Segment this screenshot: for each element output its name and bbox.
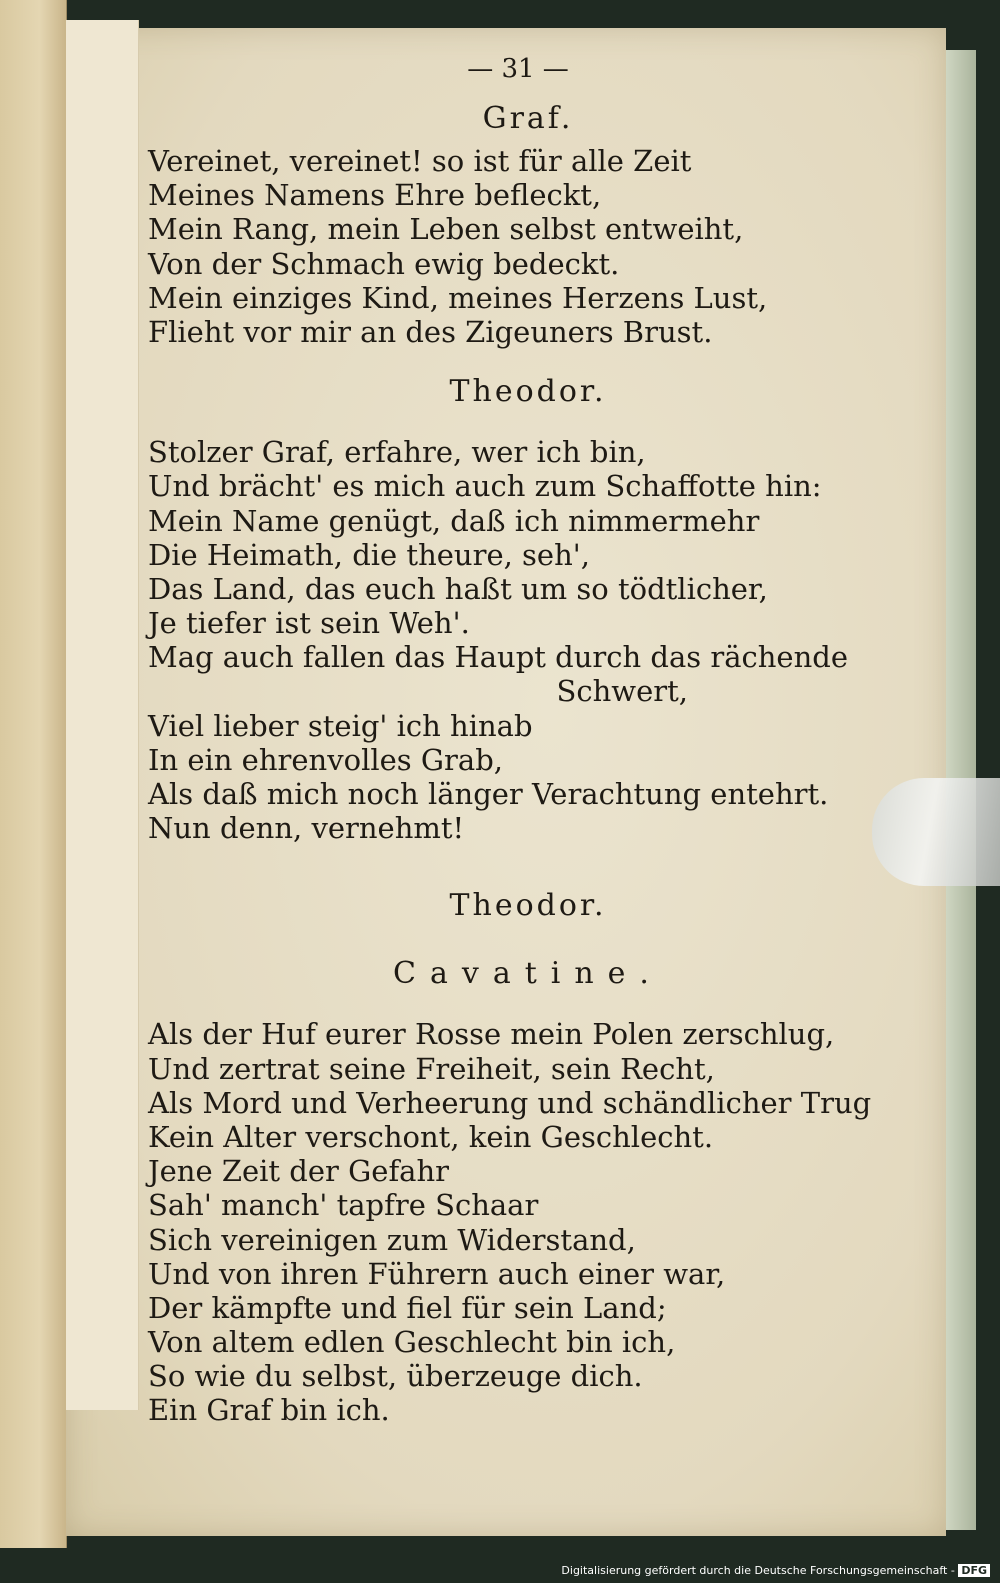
verse-line: Als Mord und Verheerung und schändlicher Trug bbox=[148, 1085, 872, 1120]
verse-line: Kein Alter verschont, kein Geschlecht. bbox=[148, 1119, 714, 1154]
verse-line: In ein ehrenvolles Grab, bbox=[148, 742, 503, 777]
dfg-logo: DFG bbox=[958, 1564, 990, 1577]
verse-line: Als der Huf eurer Rosse mein Polen zerschlug, bbox=[148, 1017, 835, 1052]
verse-line: Flieht vor mir an des Zigeuners Brust. bbox=[148, 314, 713, 349]
verse-line: Und zertrat seine Freiheit, sein Recht, bbox=[148, 1051, 715, 1086]
verse-line: Als daß mich noch länger Verachtung entehrt. bbox=[148, 777, 829, 811]
verse-line: Je tiefer ist sein Weh'. bbox=[148, 606, 470, 641]
verse-line: Mein Rang, mein Leben selbst entweiht, bbox=[148, 212, 744, 247]
verse-line: Und brächt' es mich auch zum Schaffotte hin: bbox=[148, 469, 822, 504]
speaker-heading-graf: Graf. bbox=[482, 101, 574, 136]
verse-line: So wie du selbst, überzeuge dich. bbox=[148, 1359, 643, 1394]
verse-line: Sah' manch' tapfre Schaar bbox=[148, 1188, 539, 1223]
digitization-credit bbox=[561, 1564, 990, 1577]
credit-text: Digitalisierung gefördert durch die Deutsche Forschungsgemeinschaft - bbox=[561, 1564, 955, 1577]
left-page-edge bbox=[0, 0, 67, 1548]
verse-line: Nun denn, vernehmt! bbox=[148, 811, 465, 846]
verse-line: Die Heimath, die theure, seh', bbox=[148, 537, 590, 572]
verse-line: Mein Name genügt, daß ich nimmermehr bbox=[148, 503, 760, 538]
verse-line: Viel lieber steig' ich hinab bbox=[148, 708, 533, 743]
page-number: — 31 — bbox=[467, 54, 569, 84]
verse-line: Jene Zeit der Gefahr bbox=[148, 1154, 450, 1189]
verse-line: Mag auch fallen das Haupt durch das rächende bbox=[148, 640, 848, 675]
verse-line: Das Land, das euch haßt um so tödtlicher, bbox=[148, 571, 768, 606]
verse-line: Und von ihren Führern auch einer war, bbox=[148, 1256, 726, 1291]
verse-line: Der kämpfte und fiel für sein Land; bbox=[148, 1290, 667, 1325]
section-subtitle: Cavatine. bbox=[393, 956, 663, 992]
verse-line: Ein Graf bin ich. bbox=[148, 1393, 390, 1428]
verse-line: Mein einziges Kind, meines Herzens Lust, bbox=[148, 280, 768, 315]
speaker-heading-theodor: Theodor. bbox=[449, 888, 607, 924]
verse-line: Meines Namens Ehre befleckt, bbox=[148, 178, 602, 213]
page-text bbox=[148, 44, 908, 1428]
verse-line: Von der Schmach ewig bedeckt. bbox=[148, 246, 620, 281]
verse-line: Sich vereinigen zum Widerstand, bbox=[148, 1222, 636, 1257]
paper-flap bbox=[66, 20, 139, 1410]
verse-line: Von altem edlen Geschlecht bin ich, bbox=[148, 1325, 676, 1360]
verse-line: Stolzer Graf, erfahre, wer ich bin, bbox=[148, 435, 646, 470]
verse-line: Vereinet, vereinet! so ist für alle Zeit bbox=[148, 144, 692, 178]
speaker-heading-theodor: Theodor. bbox=[449, 374, 607, 410]
verse-line-continuation: Schwert, bbox=[556, 674, 688, 709]
